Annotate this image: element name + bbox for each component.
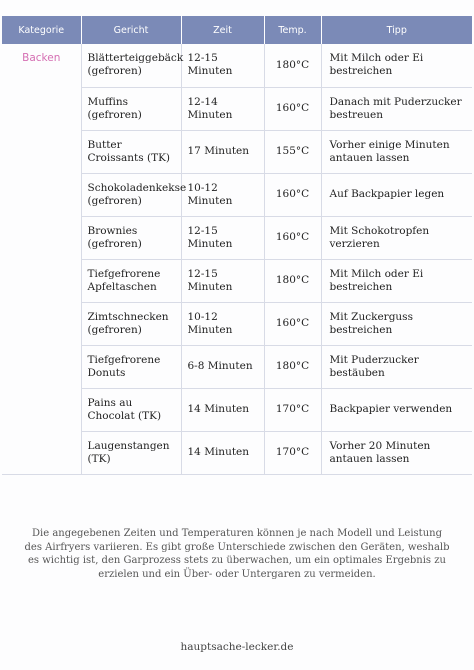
airfryer-table xyxy=(2,16,472,475)
tip-cell: Mit Milch oder Ei bestreichen xyxy=(321,44,472,87)
temp-cell: 170°C xyxy=(264,388,321,431)
dish-cell: Brownies (gefroren) xyxy=(81,216,181,259)
time-cell: 14 Minuten xyxy=(181,431,264,474)
header-tip: Tipp xyxy=(321,16,472,44)
temp-cell: 170°C xyxy=(264,431,321,474)
category-cell: Backen xyxy=(2,44,81,474)
dish-cell: Zimtschnecken (gefroren) xyxy=(81,302,181,345)
temp-cell: 160°C xyxy=(264,173,321,216)
temp-cell: 160°C xyxy=(264,216,321,259)
time-cell: 12-15 Minuten xyxy=(181,259,264,302)
temp-cell: 155°C xyxy=(264,130,321,173)
temp-cell: 180°C xyxy=(264,259,321,302)
time-cell: 10-12 Minuten xyxy=(181,302,264,345)
time-cell: 12-14 Minuten xyxy=(181,87,264,130)
tip-cell: Backpapier verwenden xyxy=(321,388,472,431)
header-category: Kategorie xyxy=(2,16,81,44)
temp-cell: 180°C xyxy=(264,44,321,87)
tip-cell: Vorher 20 Minuten antauen lassen xyxy=(321,431,472,474)
dish-cell: Butter Croissants (TK) xyxy=(81,130,181,173)
tip-cell: Mit Milch oder Ei bestreichen xyxy=(321,259,472,302)
tip-cell: Mit Puderzucker bestäuben xyxy=(321,345,472,388)
disclaimer-note: Die angegebenen Zeiten und Temperaturen können je nach Modell und Leistung des Airfryers variieren. Es gibt große Unterschiede zwischen den Geräten, weshalb es wichtig ist, den Garprozess stets zu überwachen, um ein optimales Ergebnis zu erzielen und ein Über- oder Untergaren zu vermeiden. xyxy=(24,528,450,580)
header-dish: Gericht xyxy=(81,16,181,44)
time-cell: 14 Minuten xyxy=(181,388,264,431)
temp-cell: 160°C xyxy=(264,87,321,130)
time-cell: 12-15 Minuten xyxy=(181,216,264,259)
header-time: Zeit xyxy=(181,16,264,44)
time-cell: 6-8 Minuten xyxy=(181,345,264,388)
dish-cell: Schokoladenkekse (gefroren) xyxy=(81,173,181,216)
footer-website: hauptsache-lecker.de xyxy=(180,641,294,653)
tip-cell: Mit Zuckerguss bestreichen xyxy=(321,302,472,345)
dish-cell: Tiefgefrorene Apfeltaschen xyxy=(81,259,181,302)
tip-cell: Vorher einige Minuten antauen lassen xyxy=(321,130,472,173)
dish-cell: Laugenstangen (TK) xyxy=(81,431,181,474)
dish-cell: Muffins (gefroren) xyxy=(81,87,181,130)
temp-cell: 180°C xyxy=(264,345,321,388)
tip-cell: Danach mit Puderzucker bestreuen xyxy=(321,87,472,130)
time-cell: 10-12 Minuten xyxy=(181,173,264,216)
dish-cell: Tiefgefrorene Donuts xyxy=(81,345,181,388)
dish-cell: Pains au Chocolat (TK) xyxy=(81,388,181,431)
tip-cell: Mit Schokotropfen verzieren xyxy=(321,216,472,259)
tip-cell: Auf Backpapier legen xyxy=(321,173,472,216)
header-temp: Temp. xyxy=(264,16,321,44)
time-cell: 17 Minuten xyxy=(181,130,264,173)
table-header-row xyxy=(2,16,472,44)
table-row xyxy=(2,44,472,87)
time-cell: 12-15 Minuten xyxy=(181,44,264,87)
temp-cell: 160°C xyxy=(264,302,321,345)
dish-cell: Blätterteiggebäck (gefroren) xyxy=(81,44,181,87)
